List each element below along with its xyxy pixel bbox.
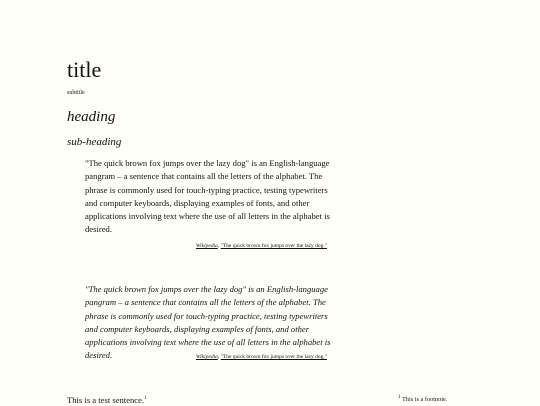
citation-title-link[interactable]: "The quick brown fox jumps over the lazy dog." — [220, 354, 327, 360]
blockquote-text: "The quick brown fox jumps over the lazy dog" is an English-language pangram – a sentence that contains all the letters of the alphabet. The phrase is commonly used for touch-typing practice, testing typewriters and computer keyboards, displaying examples of fonts, and other applications involving text where the use of all letters in the alphabet is desired. — [85, 158, 330, 235]
epigraph-citation — [85, 353, 327, 361]
blockquote-citation — [85, 242, 327, 250]
section-heading: heading — [67, 109, 116, 125]
footnote-text: This is a footnote. — [400, 396, 448, 403]
body-sentence: This is a test sentence. — [67, 395, 145, 405]
citation-separator: , — [217, 354, 221, 360]
citation-source-link[interactable]: Wikipedia — [195, 354, 218, 360]
citation-separator: , — [217, 243, 221, 249]
citation-source-link[interactable]: Wikipedia — [195, 243, 218, 249]
body-paragraph — [67, 395, 147, 406]
section-subheading: sub-heading — [67, 136, 122, 148]
citation-title-link[interactable]: "The quick brown fox jumps over the lazy dog." — [220, 243, 327, 249]
page-title: title — [67, 57, 102, 82]
footnote-reference[interactable]: 1 — [144, 396, 147, 402]
footnote-number: 1 — [398, 394, 401, 400]
page-subtitle: subtitle — [67, 90, 85, 96]
sidenote — [398, 395, 447, 404]
epigraph-text: "The quick brown fox jumps over the lazy dog" is an English-language pangram – a sentence that contains all the letters of the alphabet. The phrase is commonly used for touch-typing practice, testing typewriters and computer keyboards, displaying examples of fonts, and other applications involving text where the use of all letters in the alphabet is desired. — [85, 284, 331, 361]
